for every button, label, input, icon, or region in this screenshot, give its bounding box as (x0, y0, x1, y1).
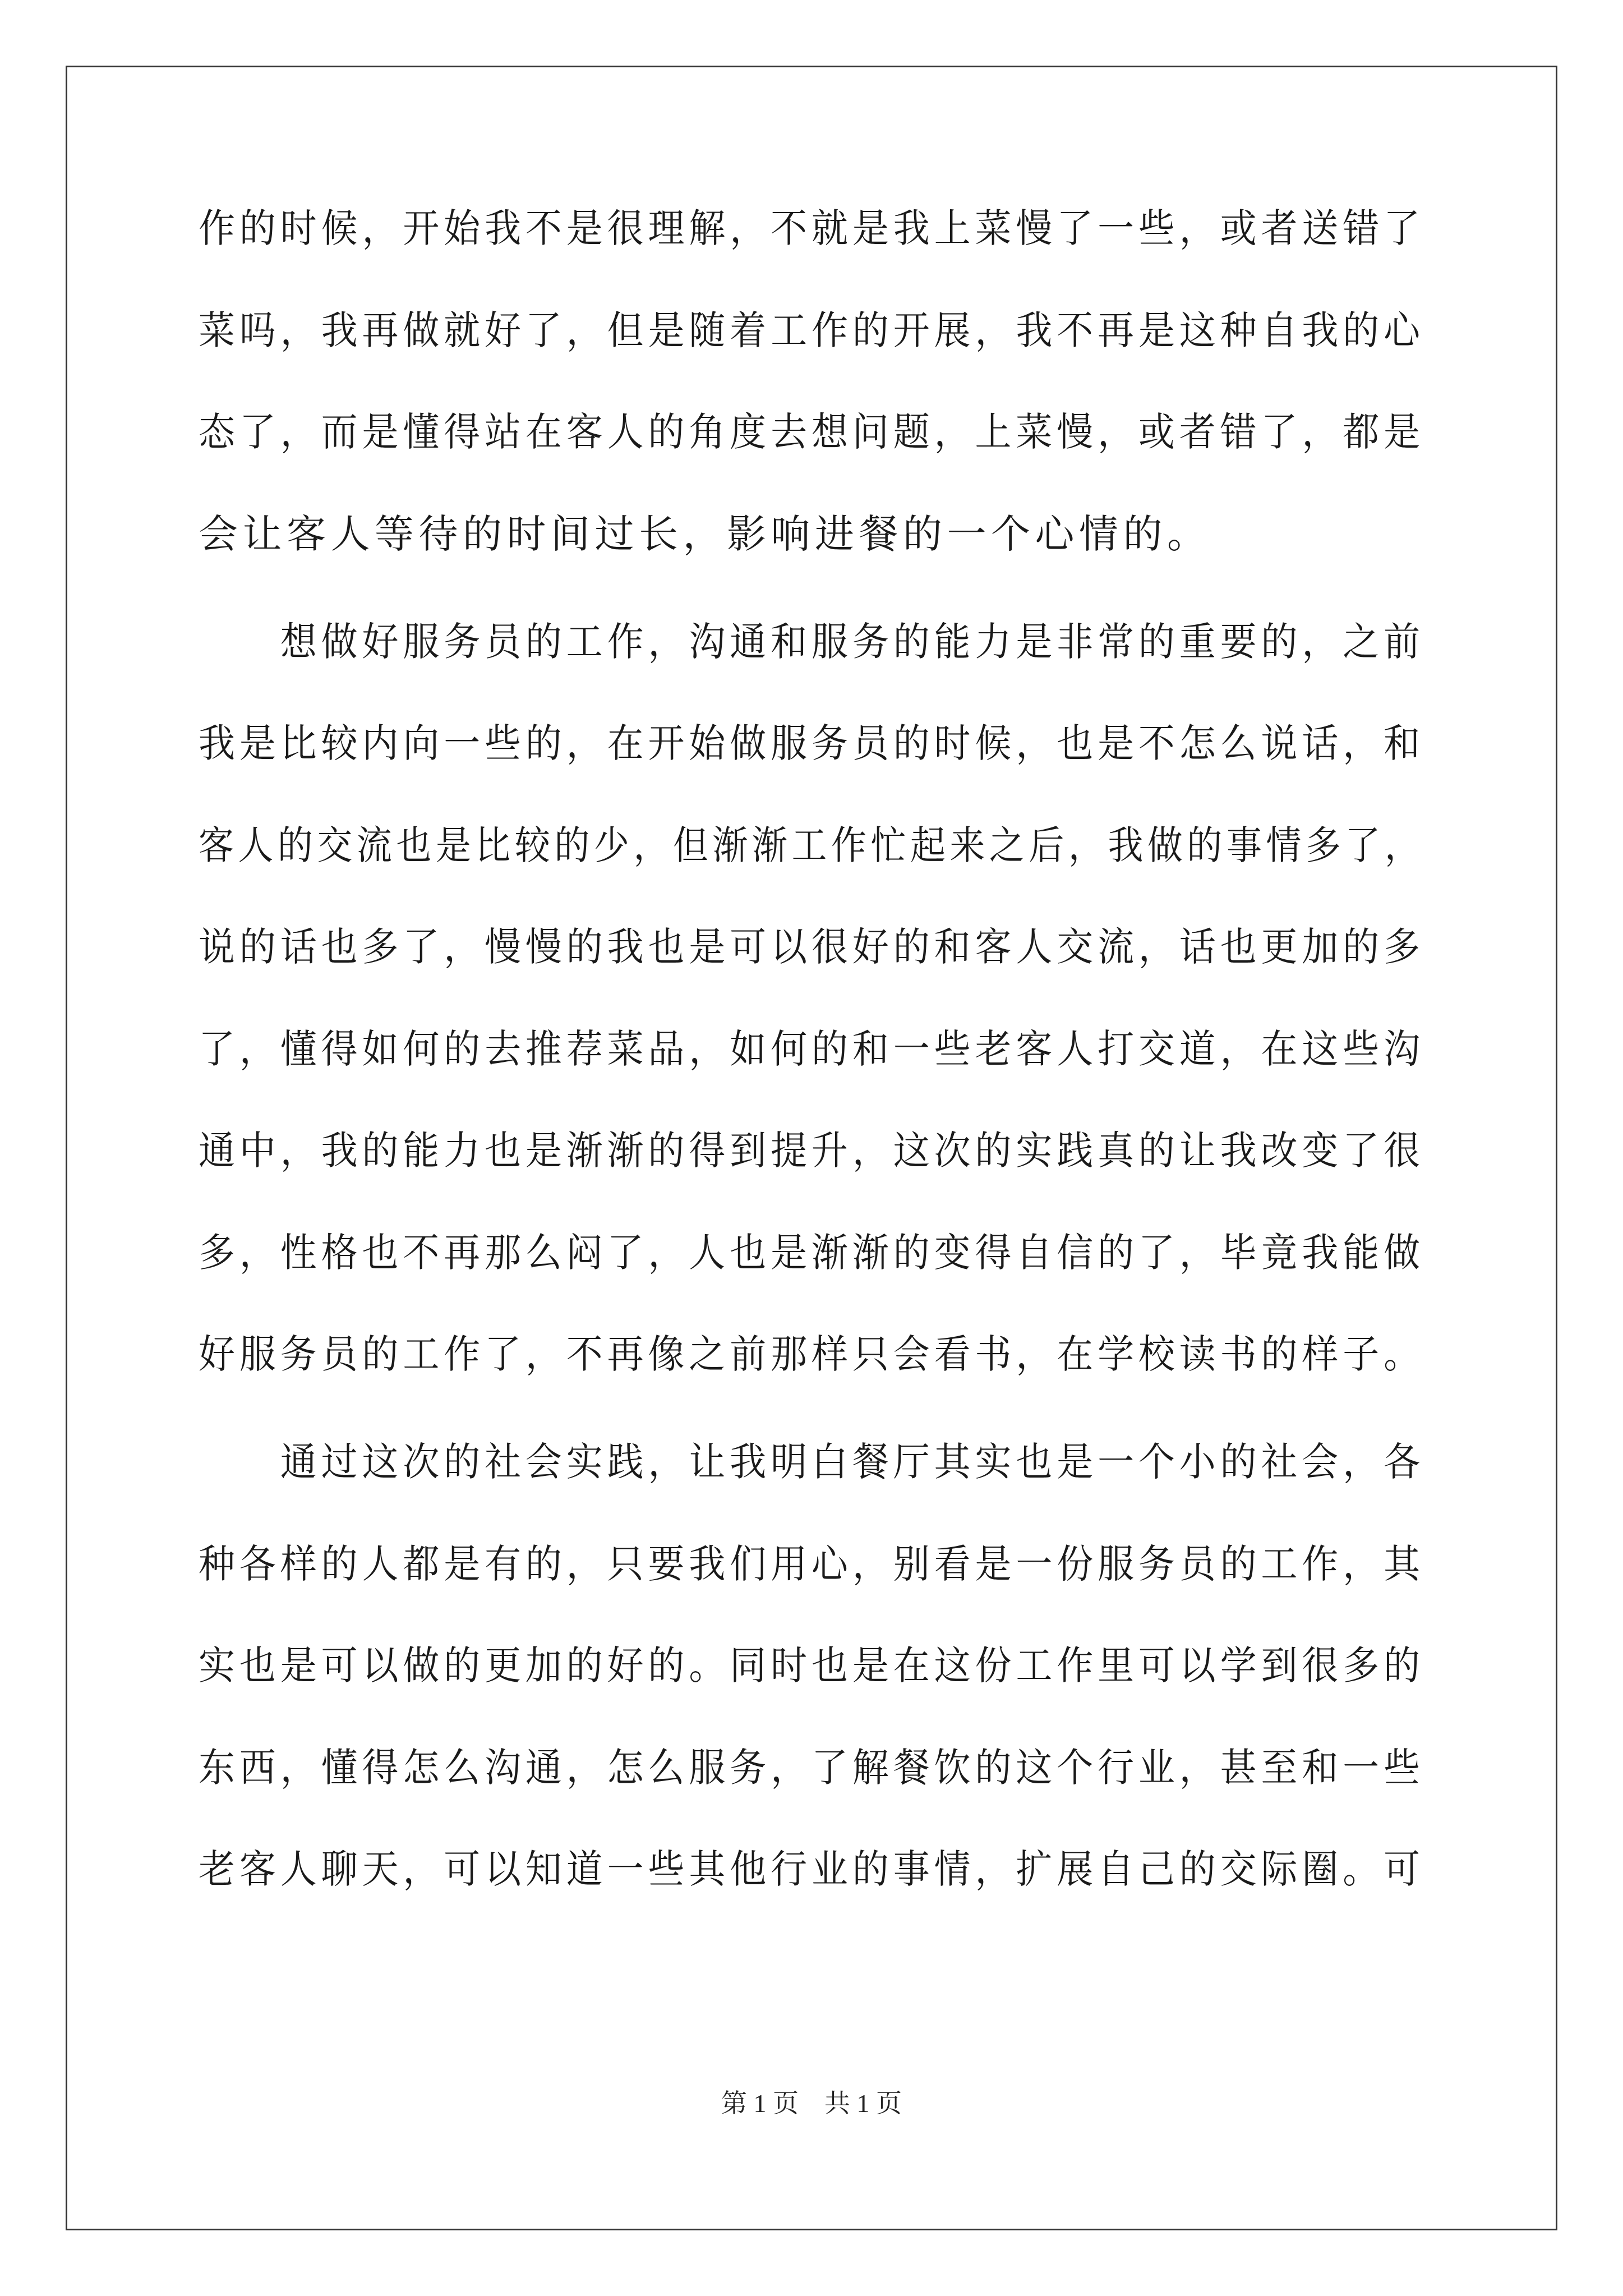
body-line-10: 通中，我的能力也是渐渐的得到提升，这次的实践真的让我改变了很 (199, 1128, 1424, 1174)
body-line-11: 多，性格也不再那么闷了，人也是渐渐的变得自信的了，毕竟我能做 (199, 1230, 1424, 1276)
body-line-9: 了，懂得如何的去推荐菜品，如何的和一些老客人打交道，在这些沟 (199, 1026, 1424, 1072)
page-footer: 第 1 页 共 1 页 (721, 2089, 902, 2118)
body-line-7: 客人的交流也是比较的少，但渐渐工作忙起来之后，我做的事情多了， (199, 822, 1424, 868)
body-line-16: 东西，懂得怎么沟通，怎么服务，了解餐饮的这个行业，甚至和一些 (199, 1745, 1424, 1791)
body-line-8: 说的话也多了，慢慢的我也是可以很好的和客人交流，话也更加的多 (199, 924, 1424, 970)
body-line-14: 种各样的人都是有的，只要我们用心，别看是一份服务员的工作，其 (199, 1541, 1424, 1587)
body-line-3: 态了，而是懂得站在客人的角度去想问题，上菜慢，或者错了，都是 (199, 409, 1424, 455)
body-line-15: 实也是可以做的更加的好的。同时也是在这份工作里可以学到很多的 (199, 1642, 1424, 1688)
body-line-6: 我是比较内向一些的，在开始做服务员的时候，也是不怎么说话，和 (199, 720, 1424, 766)
body-line-4: 会让客人等待的时间过长，影响进餐的一个心情的。 (199, 511, 1211, 557)
body-line-12: 好服务员的工作了，不再像之前那样只会看书，在学校读书的样子。 (199, 1331, 1424, 1377)
body-line-17: 老客人聊天，可以知道一些其他行业的事情，扩展自己的交际圈。可 (199, 1846, 1424, 1892)
body-line-5: 想做好服务员的工作，沟通和服务的能力是非常的重要的，之前 (199, 619, 1424, 665)
body-line-13: 通过这次的社会实践，让我明白餐厅其实也是一个小的社会，各 (199, 1439, 1424, 1485)
body-line-2: 菜吗，我再做就好了，但是随着工作的开展，我不再是这种自我的心 (199, 307, 1424, 353)
body-line-1: 作的时候，开始我不是很理解，不就是我上菜慢了一些，或者送错了 (199, 205, 1424, 251)
